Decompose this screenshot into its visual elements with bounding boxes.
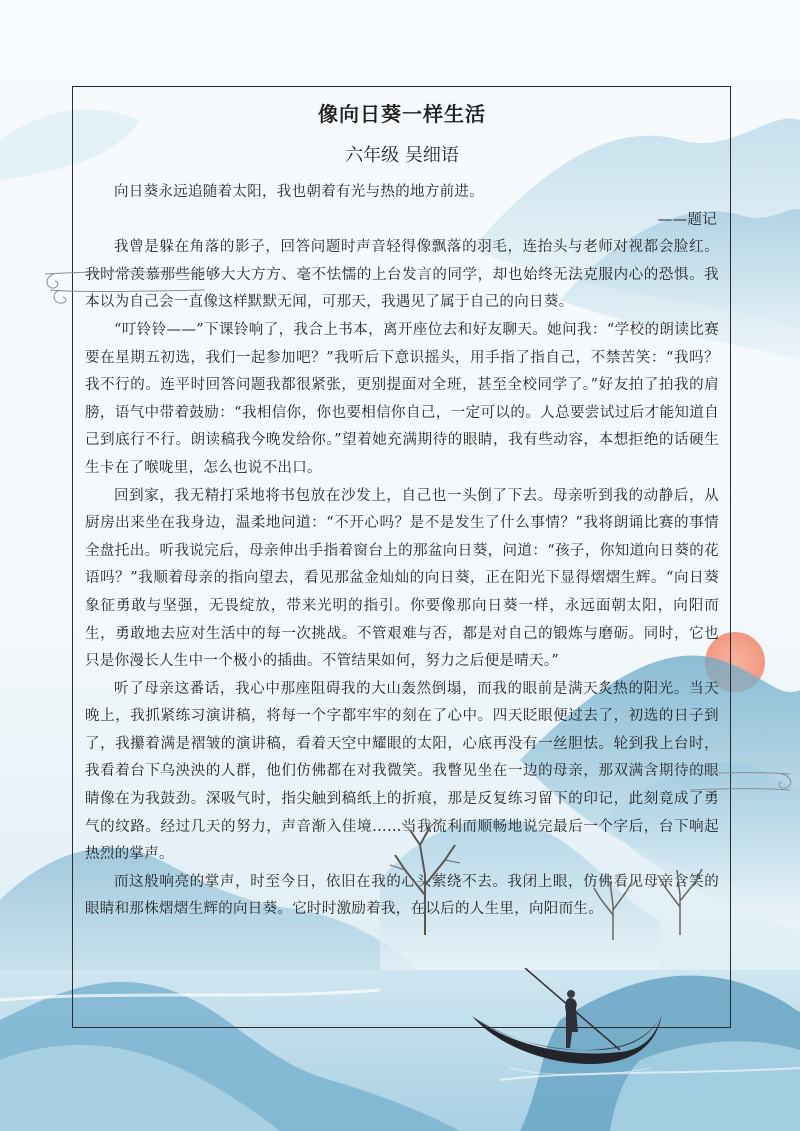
bare-tree-icon (650, 855, 710, 935)
cloud-swirl-right (690, 760, 800, 810)
author-byline: 六年级 吴细语 (345, 145, 459, 166)
body-paragraph: 听了母亲这番话，我心中那座阻碍我的大山轰然倒塌，而我的眼前是满天炙热的阳光。当天晚上，我抓紧练习演讲稿，将每一个字都牢牢的刻在了心中。四天眨眼便过去了，初选的日子到了，我攥着满是褶皱的演讲稿，看着天空中耀眼的太阳，心底再没有一丝胆怯。轮到我上台时，我看着台下乌泱泱的人群，他们仿佛都在对我微笑。我瞥见坐在一边的母亲，那双满含期待的眼睛像在为我鼓劲。深吸气时，指尖触到稿纸上的折痕，那是反复练习留下的印记，此刻竟成了勇气的纹路。经过几天的努力，声音渐入佳境……当我流利而顺畅地说完最后一个字后，台下响起热烈的掌声。 (85, 680, 719, 863)
body-paragraph: 而这般响亮的掌声，时至今日，依旧在我的心头萦绕不去。我闭上眼，仿佛看见母亲含笑的眼睛和那株熠熠生辉的向日葵。它时时激励着我，在以后的人生里，向阳而生。 (85, 873, 719, 918)
body-paragraph: 回到家，我无精打采地将书包放在沙发上，自己也一头倒了下去。母亲听到我的动静后，从厨房出来坐在我身边，温柔地问道：“不开心吗？是不是发生了什么事情？”我将朗诵比赛的事情全盘托出。听我说完后，母亲伸出手指着窗台上的那盆向日葵，问道：“孩子，你知道向日葵的花语吗？”我顺着母亲的指向望去，看见那盆金灿灿的向日葵，正在阳光下显得熠熠生辉。“向日葵象征勇敢与坚强，无畏绽放，带来光明的指引。你要像那向日葵一样，永远面朝太阳，向阳而生，勇敢地去应对生活中的每一次挑战。不管艰难与否，都是对自己的锻炼与磨砺。同时，它也只是你漫长人生中一个极小的插曲。不管结果如何，努力之后便是晴天。” (85, 487, 719, 670)
cloud-swirl-left (40, 262, 210, 312)
epigraph-text: 向日葵永远追随着太阳，我也朝着有光与热的地方前进。 (114, 184, 484, 200)
bare-tree-icon (588, 870, 638, 940)
epigraph-signature: ——题记 (657, 211, 717, 228)
boat-with-boatman-icon (470, 968, 670, 1078)
essay-content (85, 100, 719, 924)
body-paragraph: “叮铃铃——”下课铃响了，我合上书本，离开座位去和好友聊天。她问我：“学校的朗读比赛要在星期五初选，我们一起参加吧？”我听后下意识摇头，用手指了指自己，不禁苦笑：“我吗？我不行的。连平时回答问题我都很紧张，更别提面对全班，甚至全校同学了。”好友拍了拍我的肩膀，语气中带着鼓励：“我相信你，你也要相信你自己，一定可以的。人总要尝试过后才能知道自己到底行不行。朗读稿我今晚发给你。”望着她充满期待的眼睛，我有些动容，本想拒绝的话硬生生卡在了喉咙里，怎么也说不出口。 (85, 321, 719, 476)
body-paragraph: 我曾是躲在角落的影子，回答问题时声音轻得像飘落的羽毛，连抬头与老师对视都会脸红。我时常羡慕那些能够大大方方、毫不怯懦的上台发言的同学，却也始终无法克服内心的恐惧。我本以为自己会一直像这样默默无闻，可那天，我遇见了属于自己的向日葵。 (85, 239, 719, 311)
bare-tree-icon (380, 815, 470, 935)
essay-title: 像向日葵一样生活 (318, 102, 486, 126)
